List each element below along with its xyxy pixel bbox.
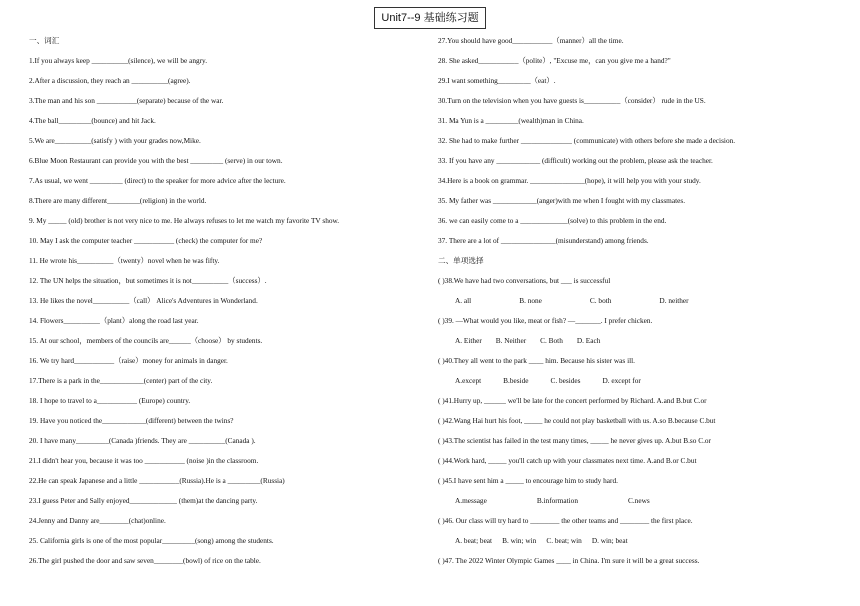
option-label: A. all [455,296,472,305]
question-line: 6.Blue Moon Restaurant can provide you with the best _________ (serve) in our town. [29,156,283,165]
option-label: D. Each [576,336,601,345]
option-label: B. none [519,296,542,305]
question-line: 15. At our school，members of the councils are______（choose） by students. [29,336,263,345]
question-line: 4.The ball_________(bounce) and hit Jack. [29,116,156,125]
question-line: 33. If you have any ____________ (difficult) working out the problem, please ask the teacher. [438,156,713,165]
question-line: 19. Have you noticed the____________(different) between the twins? [29,416,234,425]
left-column [29,31,429,571]
option-label: D. except for [602,376,641,385]
question-line: 24.Jenny and Danny are________(chat)online. [29,516,166,525]
option-label: C. beat; win [546,536,582,545]
question-line: 29.I want something_________（eat）. [438,76,556,85]
question-line: 30.Turn on the television when you have guests is__________（consider） rude in the US. [438,96,706,105]
section-heading: 二、单项选择 [438,256,484,265]
question-line: 7.As usual, we went _________ (direct) to the speaker for more advice after the lecture. [29,176,286,185]
question-line: ( )43.The scientist has failed in the test many times, _____ he never gives up. A.but B.so C.or [438,436,711,445]
question-line: 28. She asked___________（polite）, "Excuse me，can you give me a hand?" [438,56,671,65]
question-line: 17.There is a park in the____________(center) part of the city. [29,376,213,385]
option-label: B. win; win [502,536,537,545]
question-line: 5.We are__________(satisfy ) with your grades now,Mike. [29,136,201,145]
question-line: 31. Ma Yun is a _________(wealth)man in China. [438,116,584,125]
question-line: 11. He wrote his__________（twenty）novel when he was fifty. [29,256,220,265]
option-label: C. Both [540,336,563,345]
option-label: B. Neither [495,336,527,345]
question-line: 10. May I ask the computer teacher ___________ (check) the computer for me? [29,236,263,245]
option-label: A. Either [455,336,482,345]
question-line: 35. My father was ____________(anger)with me when I fought with my classmates. [438,196,686,205]
question-line: ( )42.Wang Hai hurt his foot, _____ he could not play basketball with us. A.so B.because C.but [438,416,716,425]
right-column [438,31,848,571]
option-label: A.message [455,496,487,505]
option-label: B.information [536,496,578,505]
question-line: 37. There are a lot of _______________(misunderstand) among friends. [438,236,649,245]
question-line: 2.After a discussion, they reach an __________(agree). [29,76,191,85]
question-line: 32. She had to make further ______________ (communicate) with others before she made a decision. [438,136,736,145]
answer-options [438,371,848,391]
section-heading: 一、词汇 [29,36,60,45]
option-label: A. beat; beat [455,536,493,545]
question-line: 20. I have many_________(Canada )friends. They are __________(Canada ). [29,436,256,445]
question-line: 9. My _____ (old) brother is not very nice to me. He always refuses to let me watch my favorite TV show. [29,216,340,225]
question-line: 8.There are many different_________(religion) in the world. [29,196,207,205]
option-label: A.except [455,376,482,385]
answer-options [438,331,848,351]
question-line: ( )47. The 2022 Winter Olympic Games ____ in China. I'm sure it will be a great success. [438,556,700,565]
question-line: 23.I guess Peter and Sally enjoyed_____________ (them)at the dancing party. [29,496,258,505]
option-label: C. besides [550,376,581,385]
question-line: 16. We try hard___________（raise）money for animals in danger. [29,356,228,365]
option-label: D. neither [659,296,689,305]
question-line: 27.You should have good___________（manner）all the time. [438,36,624,45]
question-line: 3.The man and his son ___________(separate) because of the war. [29,96,224,105]
option-label: B.beside [503,376,529,385]
question-line: 18. I hope to travel to a___________ (Europe) country. [29,396,191,405]
question-line: ( )40.They all went to the park ____ him. Because his sister was ill. [438,356,635,365]
option-label: C.news [627,496,650,505]
option-label: C. both [589,296,612,305]
answer-options [438,531,848,551]
question-line: 36. we can easily come to a _____________(solve) to this problem in the end. [438,216,667,225]
answer-options [438,491,848,511]
answer-options [438,291,848,311]
question-line: 21.I didn't hear you, because it was too ___________ (noise )in the classroom. [29,456,259,465]
question-line: 34.Here is a book on grammar. _______________(hope), it will help you with your study. [438,176,701,185]
question-line: 25. California girls is one of the most popular_________(song) among the students. [29,536,274,545]
question-line: ( )46. Our class will try hard to ________ the other teams and ________ the first place. [438,516,693,525]
option-label: D. win; beat [591,536,628,545]
question-line: 26.The girl pushed the door and saw seven________(bowl) of rice on the table. [29,556,261,565]
question-line: 1.If you always keep __________(silence), we will be angry. [29,56,208,65]
question-line: ( )45.I have sent him a _____ to encourage him to study hard. [438,476,618,485]
question-line: ( )44.Work hard, _____ you'll catch up with your classmates next time. A.and B.or C.but [438,456,697,465]
question-line: 13. He likes the novel__________（call） Alice's Adventures in Wonderland. [29,296,258,305]
question-line: 14. Flowers__________（plant）along the road last year. [29,316,199,325]
worksheet-title: Unit7--9 基础练习题 [374,7,486,29]
question-line: 22.He can speak Japanese and a little ___________(Russia).He is a _________(Russia) [29,476,285,485]
question-line: ( )39. —What would you like, meat or fish? —_______. I prefer chicken. [438,316,653,325]
question-line: 12. The UN helps the situation，but sometimes it is not__________（success）. [29,276,267,285]
question-line: ( )38.We have had two conversations, but ___ is successful [438,276,611,285]
question-line: ( )41.Hurry up, ______ we'll be late for the concert performed by Richard. A.and B.but C.or [438,396,707,405]
